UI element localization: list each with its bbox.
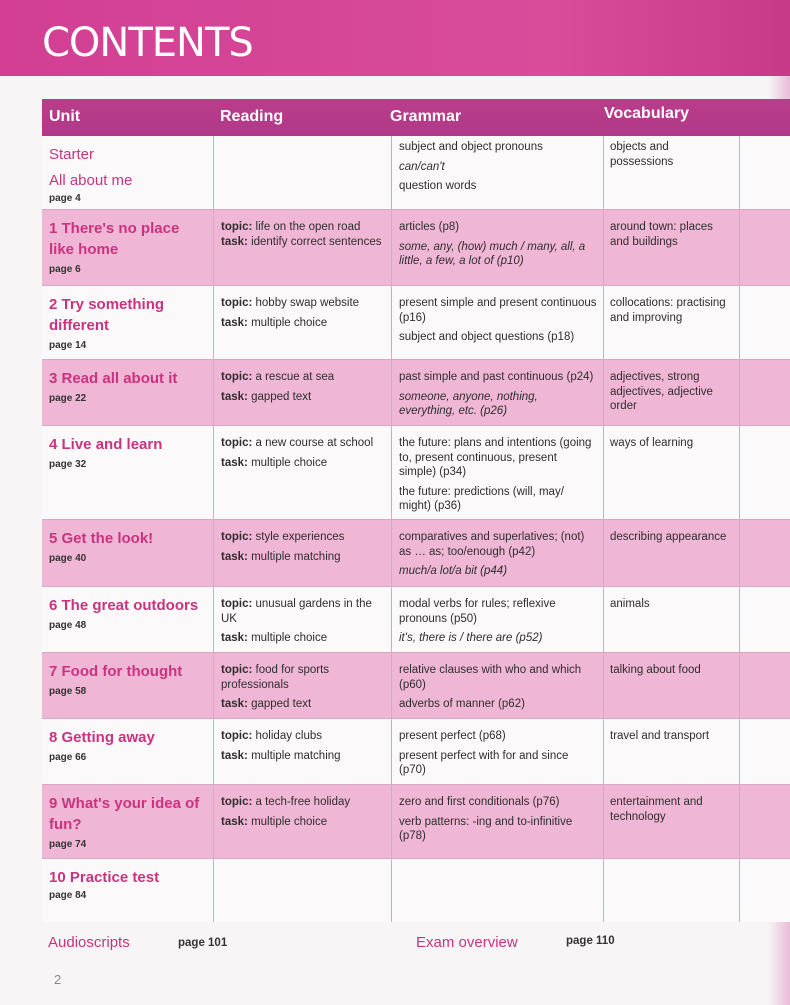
unit-page: page 40 — [49, 553, 87, 564]
table-row-unit-10 — [42, 859, 790, 922]
reading-topic: hobby swap website — [255, 297, 360, 309]
table-row-unit-5: 5 Get the look! page 40 topic: style experiences task: multiple matching comparatives and superlatives; (not) as … as; too/enough (p42) much/a lot/a bit (p44) describing appearance — [42, 520, 790, 587]
reading-task: gapped text — [251, 390, 312, 403]
grammar-item: present simple and present continuous (p16) — [399, 297, 597, 324]
reading-topic: a rescue at sea — [255, 371, 335, 383]
table-row-unit-7: 7 Food for thought page 58 topic: food for sports professionals task: gapped text relative clauses with who and which (p60) adverbs of manner (p62) talking about food — [42, 653, 790, 719]
reading-task: multiple matching — [251, 749, 341, 762]
grammar-item: adverbs of manner (p62) — [399, 698, 525, 710]
unit-title[interactable]: 5 Get the look! — [49, 530, 154, 547]
unit-title[interactable]: 3 Read all about it — [49, 370, 178, 387]
contents-table — [42, 99, 790, 922]
exam-overview-link[interactable]: Exam overview — [416, 934, 518, 951]
grammar-item: modal verbs for rules; reflexive pronouns (p50) — [399, 598, 556, 625]
reading-task: multiple choice — [251, 316, 328, 329]
unit-page: page 22 — [49, 393, 87, 404]
grammar-item: present perfect with for and since (p70) — [399, 749, 569, 776]
grammar-item: can/can't — [399, 160, 445, 173]
grammar-item: question words — [399, 180, 477, 192]
unit-title[interactable]: 2 Try something different — [49, 296, 165, 334]
unit-title[interactable]: 7 Food for thought — [49, 663, 183, 680]
reading-task: multiple choice — [251, 632, 328, 644]
vocabulary-item: collocations: practising and improving — [610, 297, 726, 324]
unit-page: page 74 — [49, 839, 87, 850]
reading-task: multiple choice — [251, 815, 328, 828]
vocabulary-item: animals — [610, 598, 650, 610]
vocabulary-item: objects and possessions — [610, 141, 674, 168]
vocabulary-item: describing appearance — [610, 531, 727, 543]
reading-topic: holiday clubs — [255, 730, 322, 742]
grammar-item: past simple and past continuous (p24) — [399, 371, 594, 383]
unit-title[interactable]: Starter — [49, 146, 95, 163]
grammar-item: it's, there is / there are (p52) — [399, 632, 543, 644]
unit-title[interactable]: 4 Live and learn — [49, 436, 163, 453]
vocabulary-item: ways of learning — [610, 437, 694, 449]
grammar-item: much/a lot/a bit (p44) — [399, 565, 508, 577]
table-header — [42, 99, 790, 136]
grammar-item: some, any, (how) much / many, all, a little, a few, a lot of (p10) — [399, 240, 586, 267]
reading-topic: unusual gardens in the UK — [221, 598, 372, 625]
table-row-unit-9: 9 What's your idea of fun? page 74 topic: a tech-free holiday task: multiple choice zero and first conditionals (p76) verb patterns: -ing and to-infinitive (p78) entertainment and technology — [42, 785, 790, 859]
unit-page: page 58 — [49, 686, 87, 697]
vocabulary-item: talking about food — [610, 664, 701, 676]
unit-title[interactable]: 1 There's no place like home — [49, 220, 180, 258]
unit-page: page 14 — [49, 340, 87, 351]
grammar-item: someone, anyone, nothing, everything, etc. (p26) — [399, 390, 538, 417]
vocabulary-item: adjectives, strong adjectives, adjective order — [610, 371, 713, 412]
unit-title[interactable]: 8 Getting away — [49, 729, 155, 746]
table-row-unit-2: 2 Try something different page 14 topic: hobby swap website task: multiple choice present simple and present continuous (p16) subject and object questions (p18) collocations: practising and improving — [42, 286, 790, 360]
grammar-item: the future: predictions (will, may/ might) (p36) — [399, 485, 564, 512]
vocabulary-item: entertainment and technology — [610, 796, 703, 823]
unit-page: page 32 — [49, 459, 87, 470]
table-row-unit-3: 3 Read all about it page 22 topic: a rescue at sea task: gapped text past simple and past continuous (p24) someone, anyone, nothing, everything, etc. (p26) adjectives, strong adjectives, adjective order — [42, 360, 790, 426]
vocabulary-item: around town: places and buildings — [610, 221, 713, 248]
exam-overview-page: page 110 — [566, 935, 615, 947]
audioscripts-page: page 101 — [178, 937, 228, 949]
table-row-unit-1: 1 There's no place like home page 6 topic: life on the open road task: identify correct sentences articles (p8) some, any, (how) much / many, all, a little, a few, a lot of (p10) around town: places and buildings — [42, 210, 790, 286]
vocabulary-item: travel and transport — [610, 730, 710, 742]
grammar-item: verb patterns: -ing and to-infinitive (p78) — [399, 815, 573, 842]
reading-topic: food for sports professionals — [221, 664, 330, 691]
unit-title[interactable]: 9 What's your idea of fun? — [49, 795, 200, 833]
unit-title[interactable]: 6 The great outdoors — [49, 597, 199, 614]
unit-title[interactable]: 10 Practice test — [49, 869, 160, 886]
grammar-item: the future: plans and intentions (going to, present continuous, present simple) (p34) — [399, 437, 592, 478]
grammar-item: comparatives and superlatives; (not) as … as; too/enough (p42) — [399, 531, 585, 558]
header-reading: Reading — [220, 108, 284, 125]
reading-topic: a tech-free holiday — [255, 796, 351, 808]
grammar-item: zero and first conditionals (p76) — [399, 796, 560, 808]
footer — [48, 930, 768, 954]
page-title: CONTENTS — [42, 20, 253, 66]
grammar-item: relative clauses with who and which (p60) — [399, 664, 582, 691]
audioscripts-link[interactable]: Audioscripts — [48, 934, 130, 951]
reading-topic: style experiences — [255, 531, 345, 543]
grammar-item: subject and object questions (p18) — [399, 331, 575, 343]
reading-task: identify correct sentences — [251, 235, 382, 248]
reading-task: multiple matching — [251, 550, 341, 563]
grammar-item: present perfect (p68) — [399, 730, 506, 742]
reading-task: multiple choice — [251, 456, 328, 469]
header-grammar: Grammar — [390, 108, 462, 125]
unit-subtitle[interactable]: All about me — [49, 172, 133, 189]
unit-page: page 66 — [49, 752, 87, 763]
reading-task: gapped text — [251, 698, 312, 710]
unit-page: page 48 — [49, 620, 87, 631]
reading-topic: a new course at school — [255, 437, 374, 449]
table-row-unit-4: 4 Live and learn page 32 topic: a new course at school task: multiple choice the future: plans and intentions (going to, present continuous, present simple) (p34) the future: predictions (will, may/ might) (p36) ways of learning — [42, 426, 790, 520]
table-row-unit-8: 8 Getting away page 66 topic: holiday clubs task: multiple matching present perfect (p68) present perfect with for and since (p70) travel and transport — [42, 719, 790, 785]
header-unit: Unit — [49, 108, 81, 125]
grammar-item: articles (p8) — [399, 221, 460, 233]
unit-page: page 84 — [49, 890, 87, 901]
grammar-item: subject and object pronouns — [399, 141, 543, 153]
header-vocabulary: Vocabulary — [604, 105, 690, 122]
reading-topic: life on the open road — [255, 221, 361, 233]
table-row-starter — [42, 136, 790, 210]
unit-page: page 4 — [49, 193, 81, 204]
page-number: 2 — [54, 972, 62, 987]
unit-page: page 6 — [49, 264, 81, 275]
table-row-unit-6: 6 The great outdoors page 48 topic: unusual gardens in the UK task: multiple choice modal verbs for rules; reflexive pronouns (p50) it's, there is / there are (p52) animals — [42, 587, 790, 653]
